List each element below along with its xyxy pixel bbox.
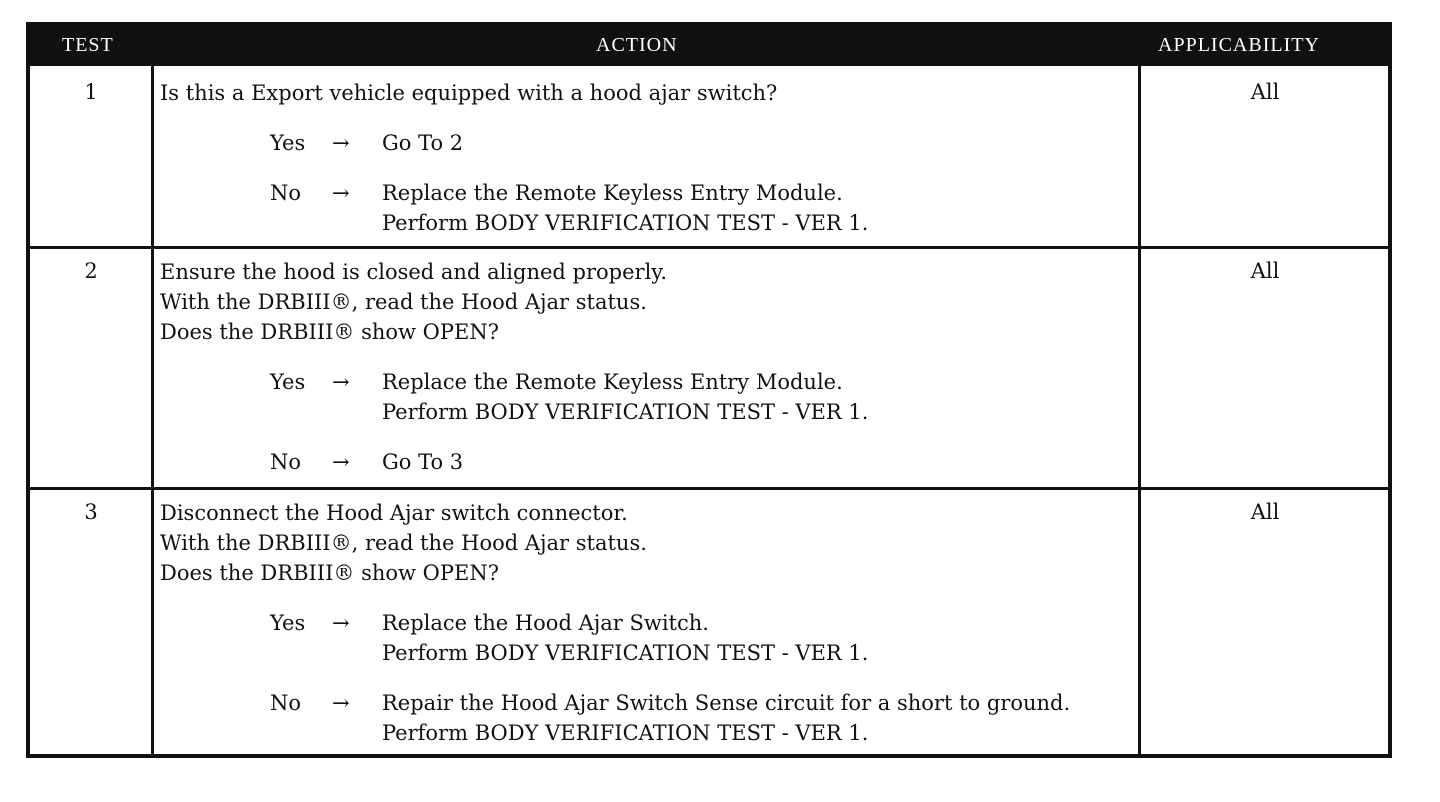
no-action xyxy=(382,447,1142,477)
no-action xyxy=(382,178,1142,238)
yes-action xyxy=(382,367,1142,427)
yes-label: Yes xyxy=(270,370,306,394)
question-line: Is this a Export vehicle equipped with a hood ajar switch? xyxy=(160,81,778,105)
applicability-value: All xyxy=(1250,80,1280,104)
arrow-icon: → xyxy=(332,450,350,474)
applicability-value: All xyxy=(1250,500,1280,524)
action-line: Replace the Remote Keyless Entry Module. xyxy=(382,181,843,205)
table-row xyxy=(30,66,1388,246)
no-label: No xyxy=(270,181,302,205)
no-label: No xyxy=(270,691,302,715)
yes-action xyxy=(382,128,1142,158)
applicability-value: All xyxy=(1250,259,1280,283)
arrow-icon: → xyxy=(332,370,350,394)
yes-label: Yes xyxy=(270,131,306,155)
action-line: Perform BODY VERIFICATION TEST - VER 1. xyxy=(382,400,869,424)
question-line: Disconnect the Hood Ajar switch connector. xyxy=(160,501,628,525)
arrow-icon: → xyxy=(332,691,350,715)
table-header xyxy=(30,26,1388,66)
test-number: 1 xyxy=(84,80,98,104)
action-line: Perform BODY VERIFICATION TEST - VER 1. xyxy=(382,721,869,745)
action-line: Replace the Hood Ajar Switch. xyxy=(382,611,709,635)
no-action xyxy=(382,688,1142,748)
arrow-icon: → xyxy=(332,181,350,205)
test-number: 2 xyxy=(84,259,98,283)
table-row xyxy=(30,490,1388,754)
question-line: Does the DRBIII® show OPEN? xyxy=(160,320,499,344)
action-line: Perform BODY VERIFICATION TEST - VER 1. xyxy=(382,211,869,235)
header-action: ACTION xyxy=(596,34,678,56)
question-line: With the DRBIII®, read the Hood Ajar status. xyxy=(160,531,647,555)
action-line: Repair the Hood Ajar Switch Sense circuit for a short to ground. xyxy=(382,691,1071,715)
action-line: Replace the Remote Keyless Entry Module. xyxy=(382,370,843,394)
arrow-icon: → xyxy=(332,131,350,155)
diagnostic-test-table xyxy=(26,22,1392,758)
yes-label: Yes xyxy=(270,611,306,635)
test-question xyxy=(160,498,1150,588)
action-line: Perform BODY VERIFICATION TEST - VER 1. xyxy=(382,641,869,665)
yes-action xyxy=(382,608,1142,668)
no-label: No xyxy=(270,450,302,474)
question-line: With the DRBIII®, read the Hood Ajar status. xyxy=(160,290,647,314)
action-line: Go To 2 xyxy=(382,131,464,155)
header-test: TEST xyxy=(62,34,114,56)
test-number: 3 xyxy=(84,500,98,524)
table-row xyxy=(30,249,1388,487)
question-line: Does the DRBIII® show OPEN? xyxy=(160,561,499,585)
test-question xyxy=(160,78,1150,108)
action-line: Go To 3 xyxy=(382,450,464,474)
test-question xyxy=(160,257,1150,347)
header-applicability: APPLICABILITY xyxy=(1158,34,1320,56)
question-line: Ensure the hood is closed and aligned properly. xyxy=(160,260,668,284)
arrow-icon: → xyxy=(332,611,350,635)
